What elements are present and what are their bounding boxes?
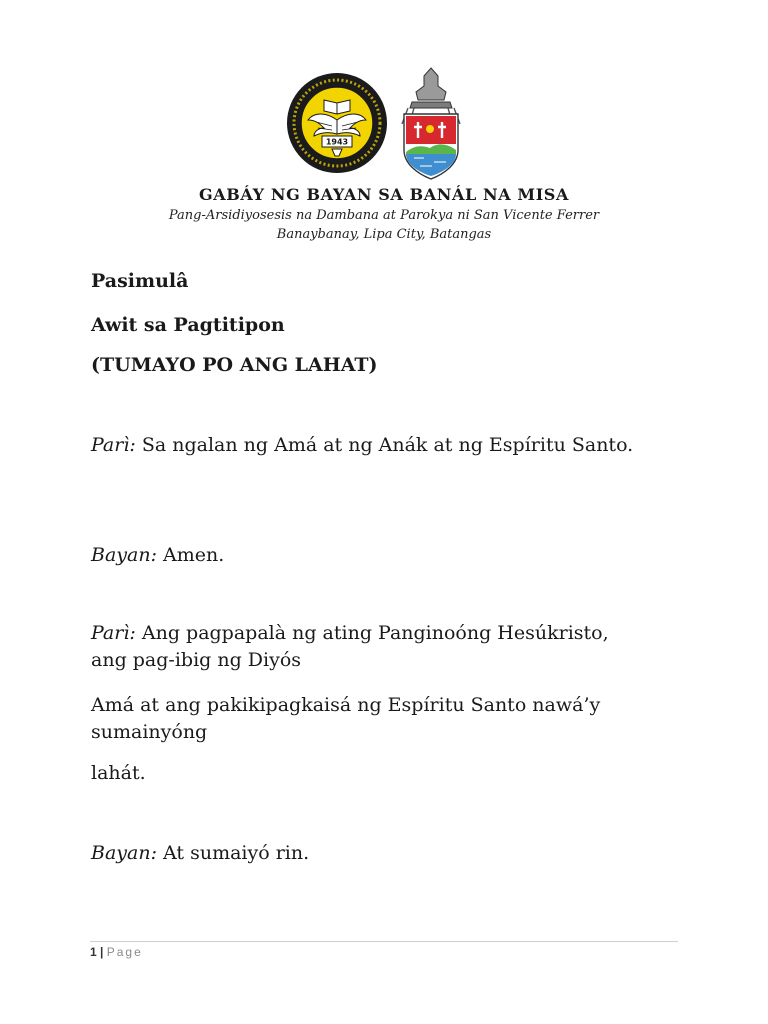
- logos: [0, 66, 768, 182]
- liturgy-line: [91, 432, 671, 459]
- speaker-role: Parì:: [91, 434, 136, 456]
- line-text: At sumaiyó rin.: [157, 842, 310, 864]
- speaker-role: Bayan:: [91, 544, 157, 566]
- line-text: lahát.: [91, 762, 146, 784]
- speaker-role: Parì:: [91, 622, 136, 644]
- liturgy-line: [91, 620, 611, 674]
- line-text: Amá at ang pakikipagkaisá ng Espíritu Santo nawá’y sumainyóng: [91, 694, 601, 743]
- parish-seal-logo: [286, 72, 388, 174]
- section-heading-pasimula: Pasimulâ: [91, 270, 189, 292]
- page-label: Page: [106, 945, 143, 959]
- document-header: [0, 184, 768, 244]
- liturgy-line: [91, 542, 671, 569]
- section-instruction: (TUMAYO PO ANG LAHAT): [91, 354, 378, 376]
- document-title: GABÁY NG BAYAN SA BANÁL NA MISA: [199, 185, 569, 204]
- speaker-role: Bayan:: [91, 842, 157, 864]
- page-footer: [90, 945, 143, 959]
- line-text: Sa ngalan ng Amá at ng Anák at ng Espíritu Santo.: [135, 434, 634, 456]
- seal-year: 1943: [325, 137, 349, 147]
- line-text: Ang pagpapalà ng ating Panginoóng Hesúkristo, ang pag-ibig ng Diyós: [91, 622, 609, 671]
- footer-separator: |: [96, 945, 107, 959]
- liturgy-line: [91, 760, 671, 787]
- liturgy-line: [91, 692, 691, 746]
- parish-location: Banaybanay, Lipa City, Batangas: [276, 227, 492, 242]
- footer-divider: [90, 941, 678, 942]
- line-text: Amen.: [157, 544, 225, 566]
- page-number: 1: [90, 945, 97, 959]
- section-heading-awit: Awit sa Pagtitipon: [91, 314, 285, 336]
- liturgy-line: [91, 840, 671, 867]
- diocese-coat-of-arms-logo: [394, 66, 468, 182]
- parish-name: Pang-Arsidiyosesis na Dambana at Parokya ni San Vicente Ferrer: [168, 208, 600, 223]
